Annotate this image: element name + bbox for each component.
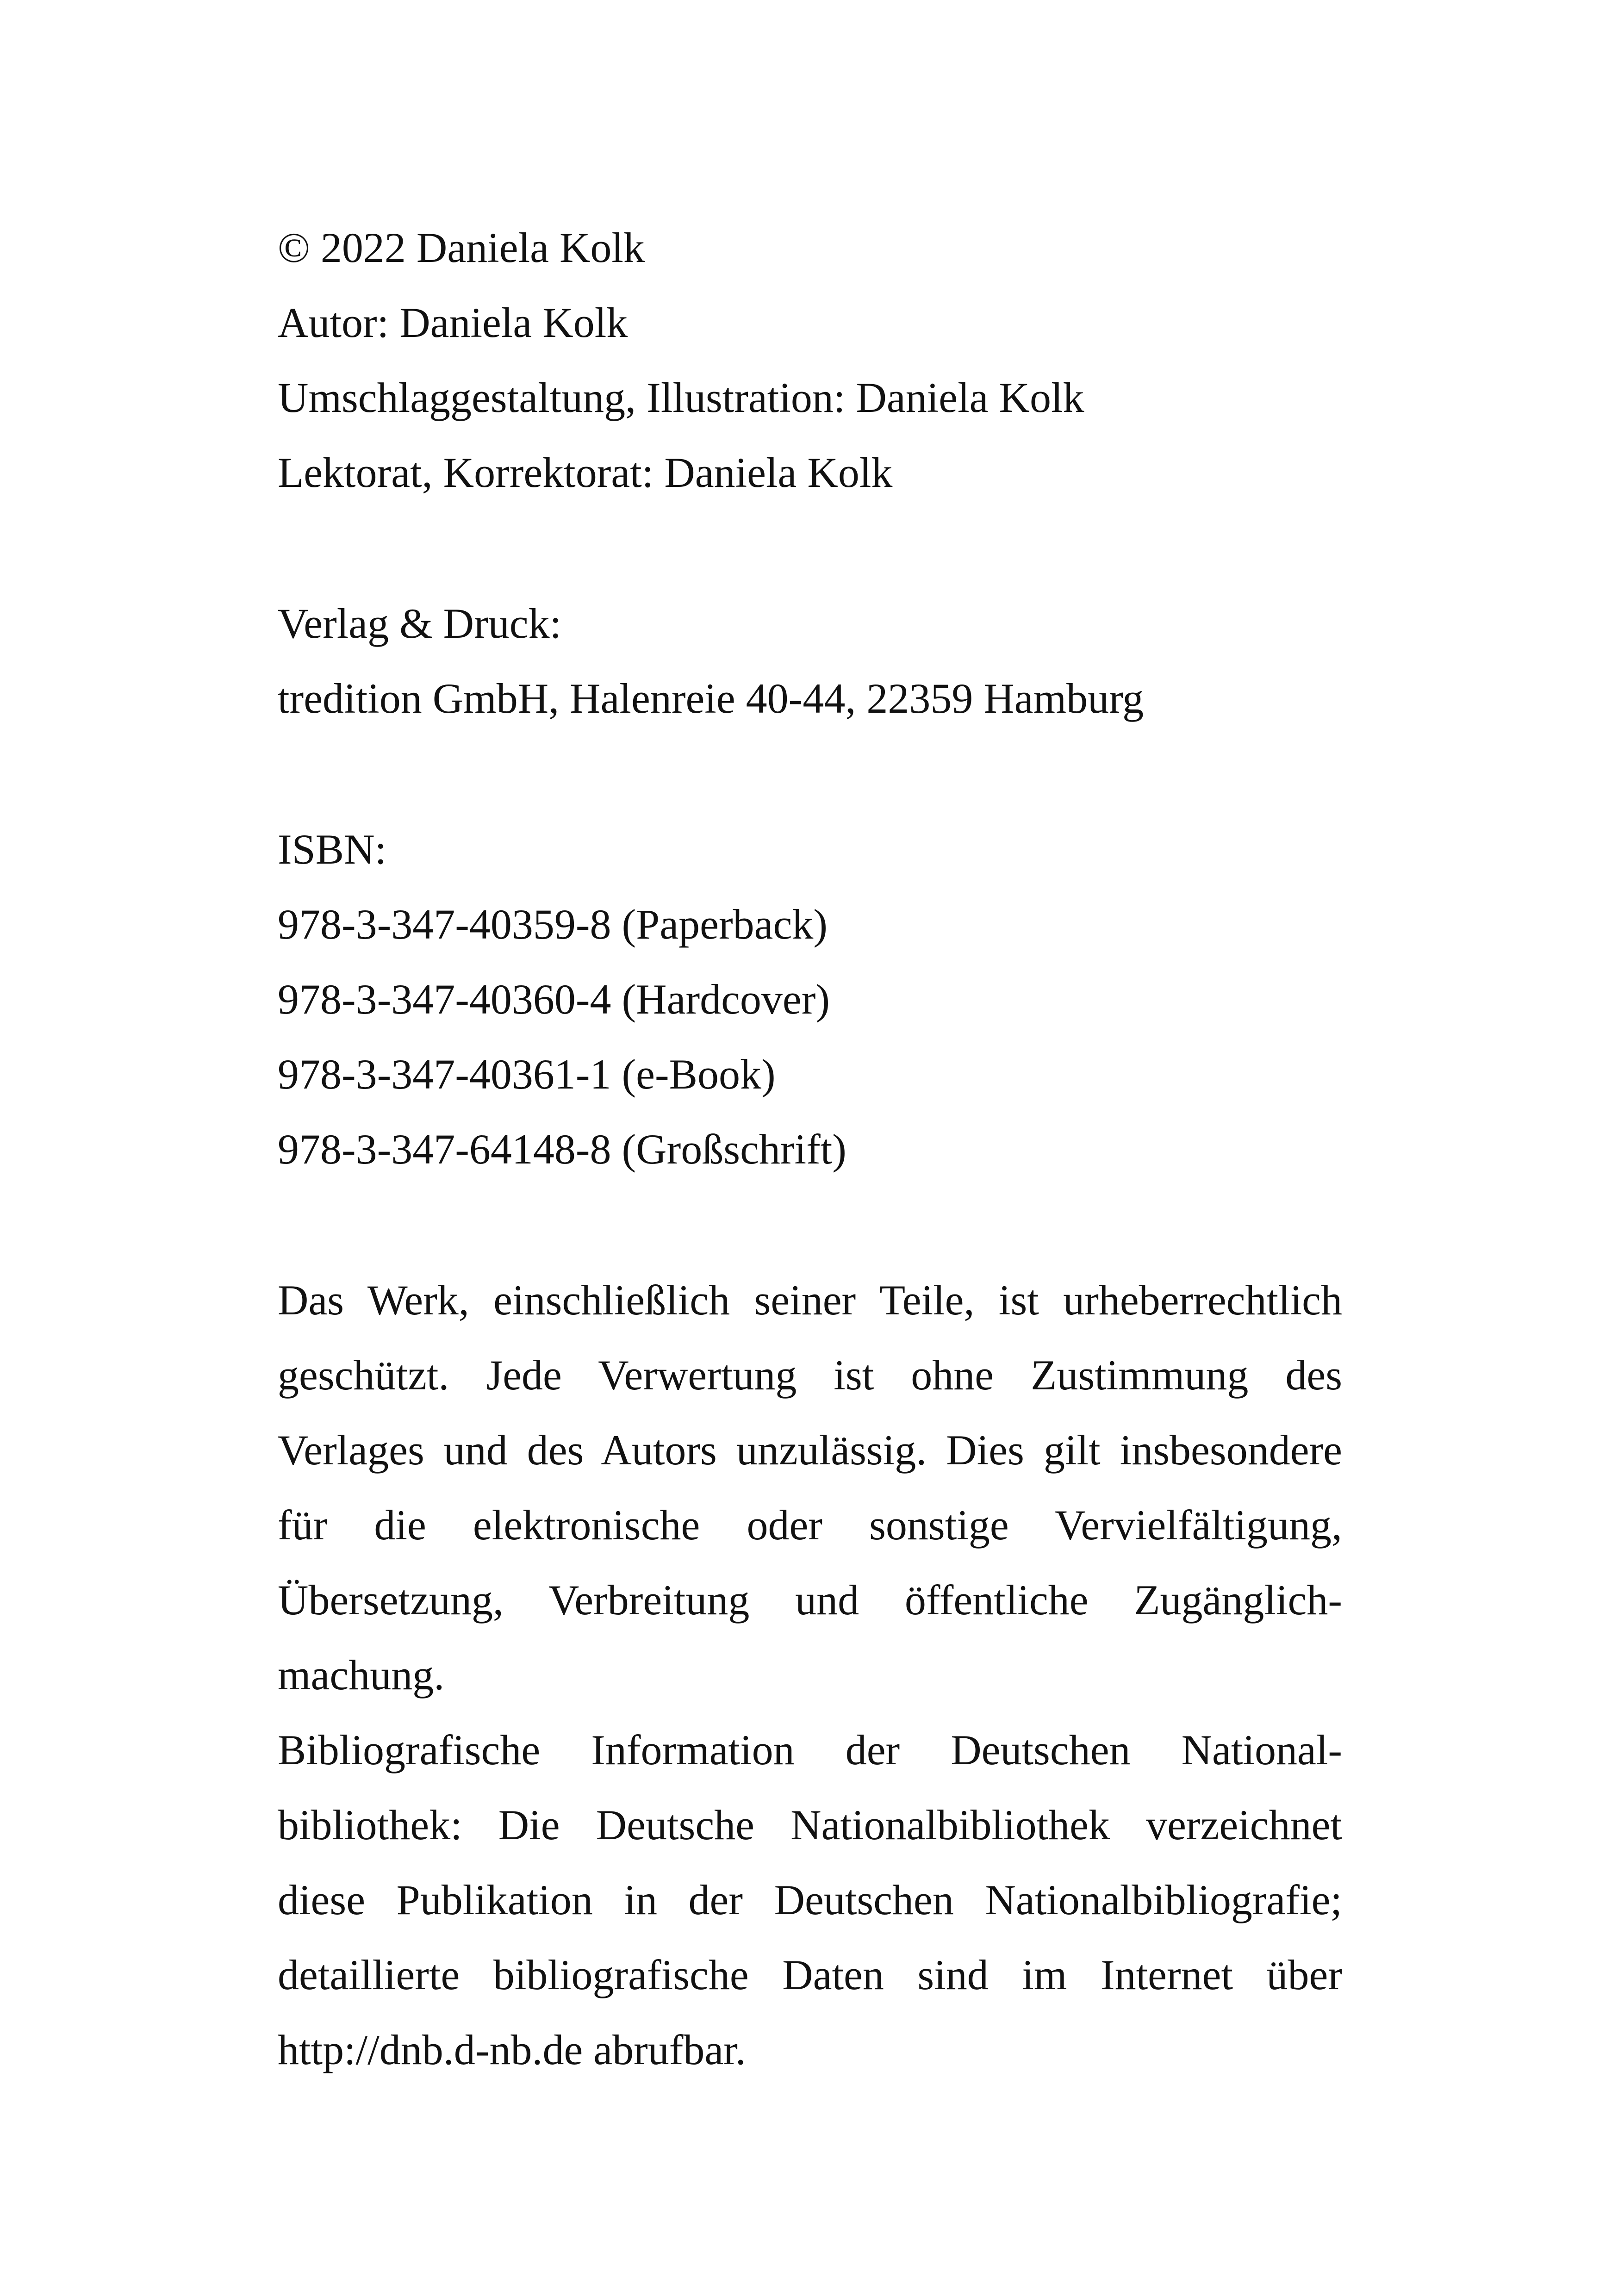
isbn-heading: ISBN:: [278, 826, 387, 873]
bibliographic-notice-line: bibliothek: Die Deutsche Nationalbibliothek verzeichnet: [278, 1801, 1342, 1848]
isbn-entry: 978-3-347-40359-8 (Paperback): [278, 901, 828, 948]
copyright-notice-line: machung.: [278, 1651, 445, 1699]
author-line: Autor: Daniela Kolk: [278, 299, 628, 346]
bibliographic-notice-line: Bibliografische Information der Deutschen National-: [278, 1726, 1342, 1773]
copyright-notice-line: Übersetzung, Verbreitung und öffentliche Zugänglich-: [278, 1576, 1342, 1624]
bibliographic-notice-line: http://dnb.d-nb.de abrufbar.: [278, 2026, 746, 2073]
bibliographic-notice-line: detaillierte bibliografische Daten sind im Internet über: [278, 1951, 1342, 1998]
copyright-line: © 2022 Daniela Kolk: [278, 224, 645, 271]
editing-line: Lektorat, Korrektorat: Daniela Kolk: [278, 449, 893, 496]
isbn-entry: 978-3-347-40361-1 (e-Book): [278, 1051, 776, 1098]
bibliographic-notice-line: diese Publikation in der Deutschen Nationalbibliografie;: [278, 1876, 1342, 1923]
isbn-entry: 978-3-347-40360-4 (Hardcover): [278, 976, 830, 1023]
cover-design-line: Umschlaggestaltung, Illustration: Daniela Kolk: [278, 374, 1084, 421]
copyright-notice-line: Verlages und des Autors unzulässig. Dies gilt insbesondere: [278, 1426, 1342, 1474]
copyright-notice-line: Das Werk, einschließlich seiner Teile, ist urheberrechtlich: [278, 1276, 1342, 1324]
imprint-page: [278, 0, 1342, 2296]
publisher-heading: Verlag & Druck:: [278, 600, 562, 647]
publisher-address: tredition GmbH, Halenreie 40-44, 22359 Hamburg: [278, 675, 1144, 722]
copyright-notice-line: geschützt. Jede Verwertung ist ohne Zustimmung des: [278, 1351, 1342, 1399]
copyright-notice-line: für die elektronische oder sonstige Vervielfältigung,: [278, 1501, 1342, 1549]
isbn-entry: 978-3-347-64148-8 (Großschrift): [278, 1126, 846, 1173]
